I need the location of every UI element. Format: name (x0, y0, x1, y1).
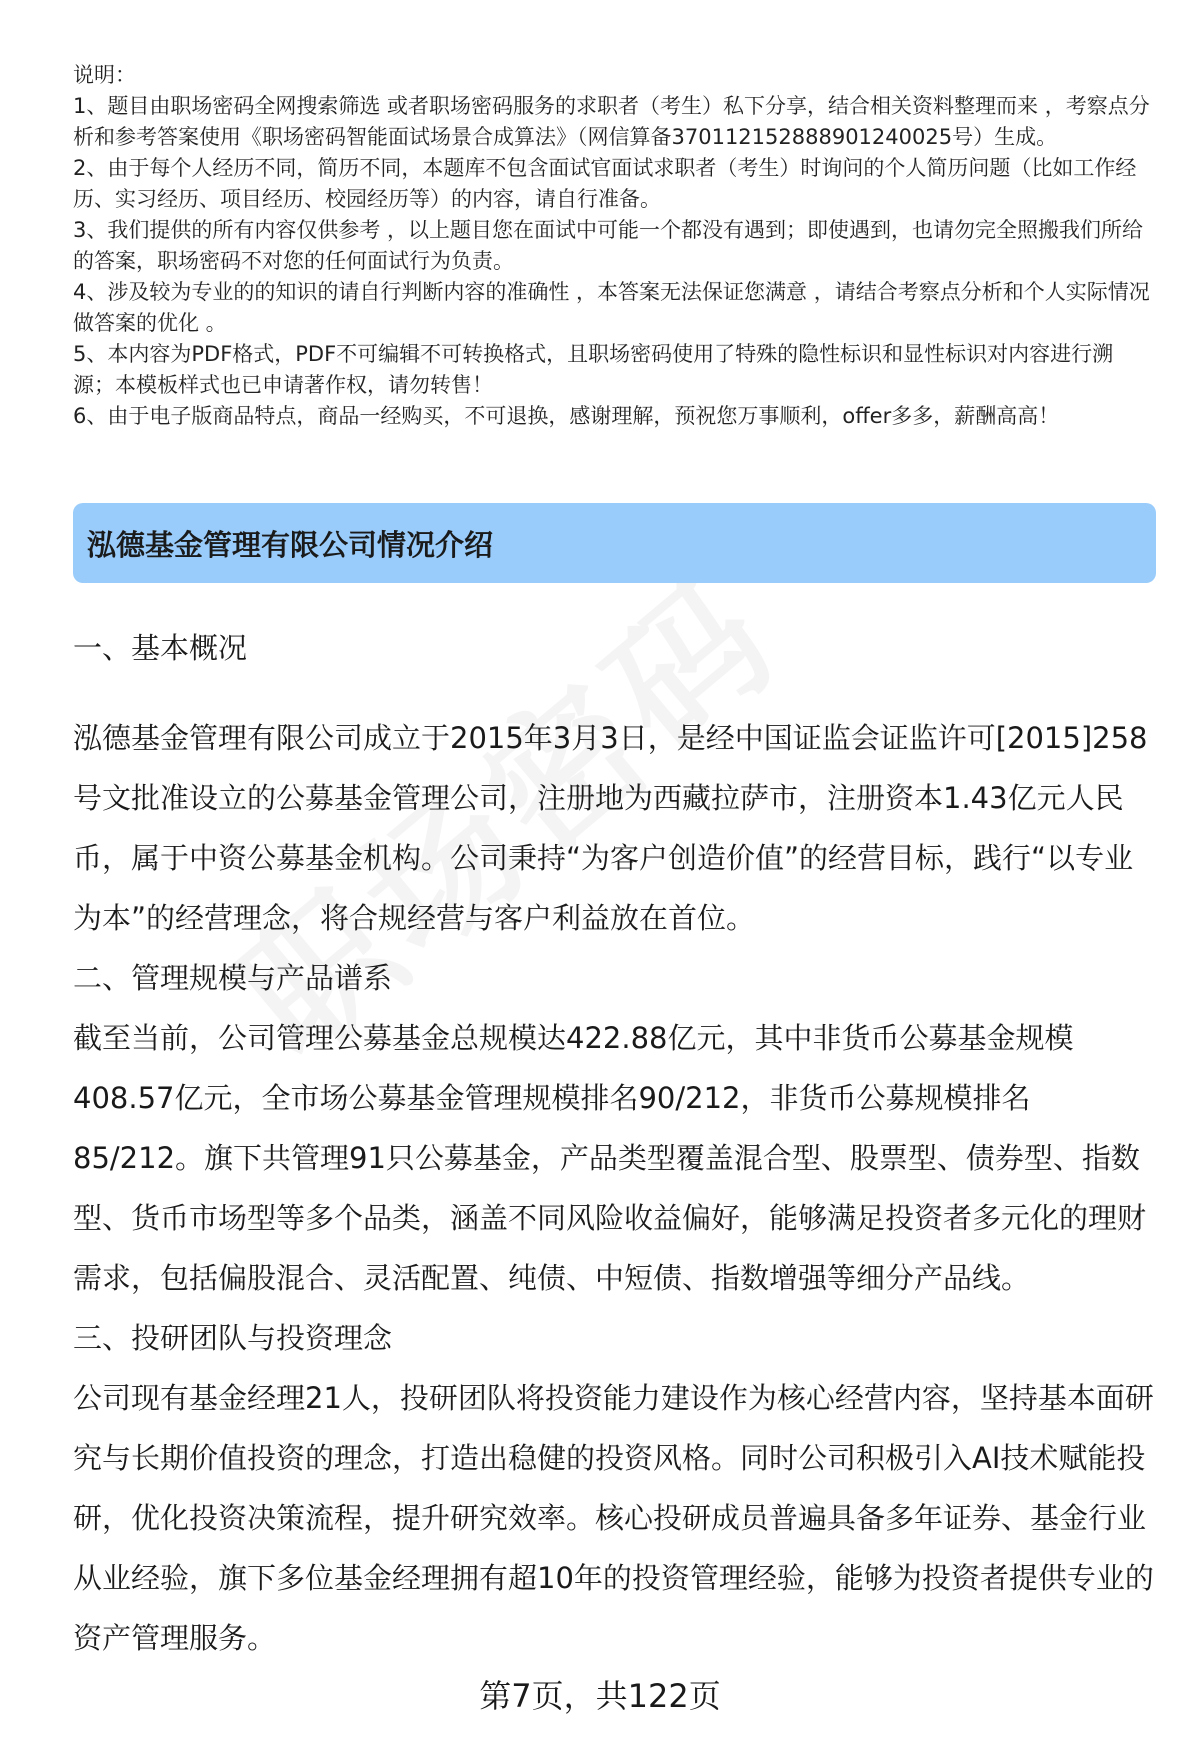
banner-title: 泓德基金管理有限公司情况介绍 (87, 527, 494, 562)
section-body: 公司现有基金经理21人，投研团队将投资能力建设作为核心经营内容，坚持基本面研究与长期价值投资的理念，打造出稳健的投资风格。同时公司积极引入AI技术赋能投研，优化投资决策流程，提升研究效率。核心投研成员普遍具备多年证券、基金行业从业经验，旗下多位基金经理拥有超10年的投资管理经验，能够为投资者提供专业的资产管理服务。 (73, 1381, 1154, 1655)
section-heading: 一、基本概况 (73, 631, 248, 665)
section-body: 泓德基金管理有限公司成立于2015年3月3日，是经中国证监会证监许可[2015]258号文批准设立的公募基金管理公司，注册地为西藏拉萨市，注册资本1.43亿元人民币，属于中资公募基金机构。公司秉持“为客户创造价值”的经营目标，践行“以专业为本”的经营理念，将合规经营与客户利益放在首位。 (73, 721, 1148, 935)
notes-item: 2、由于每个人经历不同，简历不同，本题库不包含面试官面试求职者（考生）时询问的个人简历问题（比如工作经历、实习经历、项目经历、校园经历等）的内容，请自行准备。 (73, 156, 1137, 211)
main-content (73, 618, 1158, 1668)
page-number: 第7页，共122页 (479, 1677, 721, 1715)
notes-item: 5、本内容为PDF格式，PDF不可编辑不可转换格式，且职场密码使用了特殊的隐性标识和显性标识对内容进行溯源；本模板样式也已申请著作权，请勿转售！ (73, 342, 1114, 397)
notes-block (73, 60, 1153, 432)
notes-item: 3、我们提供的所有内容仅供参考 ，以上题目您在面试中可能一个都没有遇到；即使遇到，也请勿完全照搬我们所给的答案，职场密码不对您的任何面试行为负责。 (73, 218, 1144, 273)
notes-item: 4、涉及较为专业的的知识的请自行判断内容的准确性 ，本答案无法保证您满意 ，请结合考察点分析和个人实际情况做答案的优化 。 (73, 280, 1150, 335)
notes-title: 说明： (73, 63, 136, 87)
notes-item: 6、由于电子版商品特点，商品一经购买，不可退换，感谢理解，预祝您万事顺利，offer多多，薪酬高高！ (73, 404, 1060, 428)
section-body: 截至当前，公司管理公募基金总规模达422.88亿元，其中非货币公募基金规模408.57亿元，全市场公募基金管理规模排名90/212，非货币公募规模排名85/212。旗下共管理91只公募基金，产品类型覆盖混合型、股票型、债券型、指数型、货币市场型等多个品类，涵盖不同风险收益偏好，能够满足投资者多元化的理财需求，包括偏股混合、灵活配置、纯债、中短债、指数增强等细分产品线。 (73, 1021, 1147, 1295)
section-heading: 二、管理规模与产品谱系 (73, 961, 393, 995)
section-banner (73, 503, 1156, 583)
notes-item: 1、题目由职场密码全网搜索筛选 或者职场密码服务的求职者（考生）私下分享，结合相关资料整理而来 ，考察点分析和参考答案使用《职场密码智能面试场景合成算法》（网信算备370112152888901240025号）生成。 (73, 94, 1150, 149)
section-heading: 三、投研团队与投资理念 (73, 1321, 393, 1355)
